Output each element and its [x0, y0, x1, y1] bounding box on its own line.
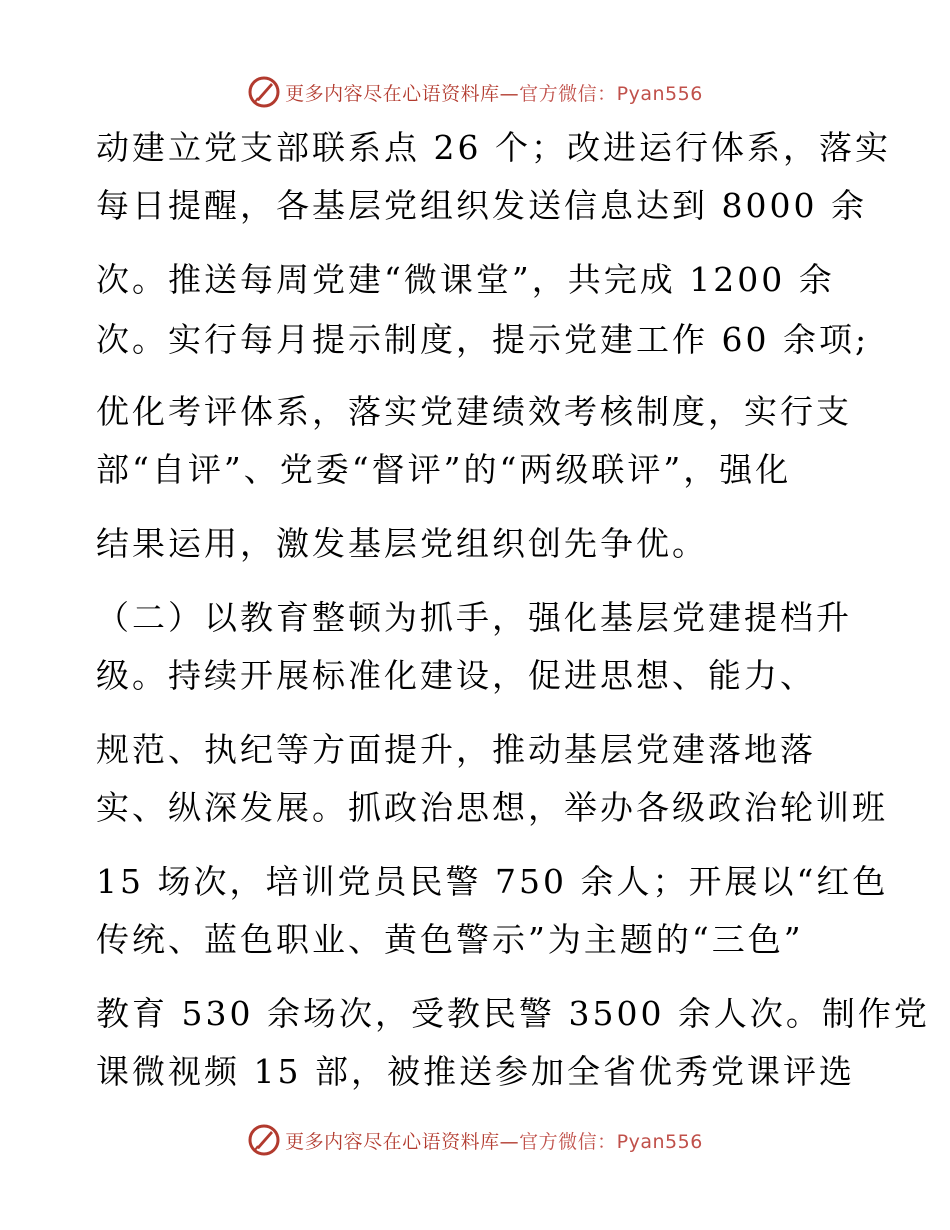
body-line-8: （二）以教育整顿为抓手，强化基层党建提档升 [96, 598, 852, 637]
body-line-14: 教育 530 余场次，受教民警 3500 余人次。制作党 [96, 994, 930, 1033]
watermark-text: 更多内容尽在心语资料库—官方微信：Pyan556 [285, 82, 703, 105]
watermark-text: 更多内容尽在心语资料库—官方微信：Pyan556 [285, 1130, 703, 1153]
body-line-3: 次。推送每周党建“微课堂”，共完成 1200 余 [96, 260, 835, 299]
body-line-5: 优化考评体系，落实党建绩效考核制度，实行支 [96, 392, 852, 431]
body-line-7: 结果运用，激发基层党组织创先争优。 [96, 524, 708, 563]
body-line-11: 实、纵深发展。抓政治思想，举办各级政治轮训班 [96, 788, 888, 827]
body-line-15: 课微视频 15 部，被推送参加全省优秀党课评选 [96, 1052, 855, 1091]
body-line-12: 15 场次，培训党员民警 750 余人；开展以“红色 [96, 862, 889, 901]
body-line-13: 传统、蓝色职业、黄色警示”为主题的“三色” [96, 920, 804, 959]
body-line-2: 每日提醒，各基层党组织发送信息达到 8000 余 [96, 186, 867, 225]
body-line-9: 级。持续开展标准化建设，促进思想、能力、 [96, 656, 816, 695]
watermark-footer [0, 1120, 950, 1160]
body-line-6: 部“自评”、党委“督评”的“两级联评”，强化 [96, 450, 792, 489]
watermark-header [0, 72, 950, 112]
quill-logo-icon [247, 75, 281, 109]
body-line-10: 规范、执纪等方面提升，推动基层党建落地落 [96, 730, 816, 769]
quill-logo-icon [247, 1123, 281, 1157]
body-line-1: 动建立党支部联系点 26 个；改进运行体系，落实 [96, 128, 891, 167]
body-line-4: 次。实行每月提示制度，提示党建工作 60 余项; [96, 320, 870, 359]
